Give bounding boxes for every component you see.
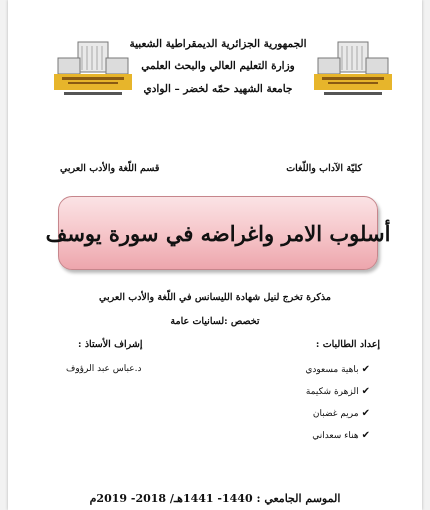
academic-year: الموسم الجامعي : 1440- 1441هـ/ 2018- 2019م <box>89 492 341 505</box>
title-box <box>45 196 391 270</box>
university-logo-icon <box>314 38 392 100</box>
university-name: جامعة الشهيد حمّه لخضر – الوادي <box>143 83 293 95</box>
list-item <box>305 364 370 375</box>
list-item <box>313 408 370 419</box>
thesis-title: أسلوب الامر واغراضه في سورة يوسف <box>45 220 391 246</box>
supervisor-name: د.عباس عبد الرؤوف <box>66 364 142 374</box>
republic-name: الجمهورية الجزائرية الديمقراطية الشعبية <box>129 38 307 50</box>
checkmark-bullet-icon: ✔ <box>361 430 370 441</box>
student-name: باهية مسعودي <box>305 364 359 375</box>
checkmark-bullet-icon: ✔ <box>361 364 370 375</box>
specialization: تخصص :لسانيات عامة <box>170 316 260 327</box>
list-item <box>306 386 370 397</box>
students-heading: إعداد الطالبات : <box>315 339 380 350</box>
ministry-name: وزارة التعليم العالي والبحث العلمي <box>141 60 295 72</box>
student-name: هناء سعداني <box>312 430 359 441</box>
document-page <box>8 0 422 510</box>
supervisor-heading: إشراف الأستاذ : <box>78 339 143 350</box>
faculty-name: كليّة الآداب واللّغات <box>286 163 362 174</box>
university-logo-icon <box>54 38 132 100</box>
department-name: قسم اللّغة والأدب العربي <box>60 163 160 174</box>
student-name: مريم غضبان <box>312 408 359 419</box>
memo-description: مذكرة تخرج لنيل شهادة الليسانس في اللّغة والأدب العربي <box>99 292 331 303</box>
checkmark-bullet-icon: ✔ <box>361 408 370 419</box>
list-item <box>312 430 370 441</box>
checkmark-bullet-icon: ✔ <box>361 386 370 397</box>
student-name: الزهرة شكيمة <box>305 386 359 397</box>
